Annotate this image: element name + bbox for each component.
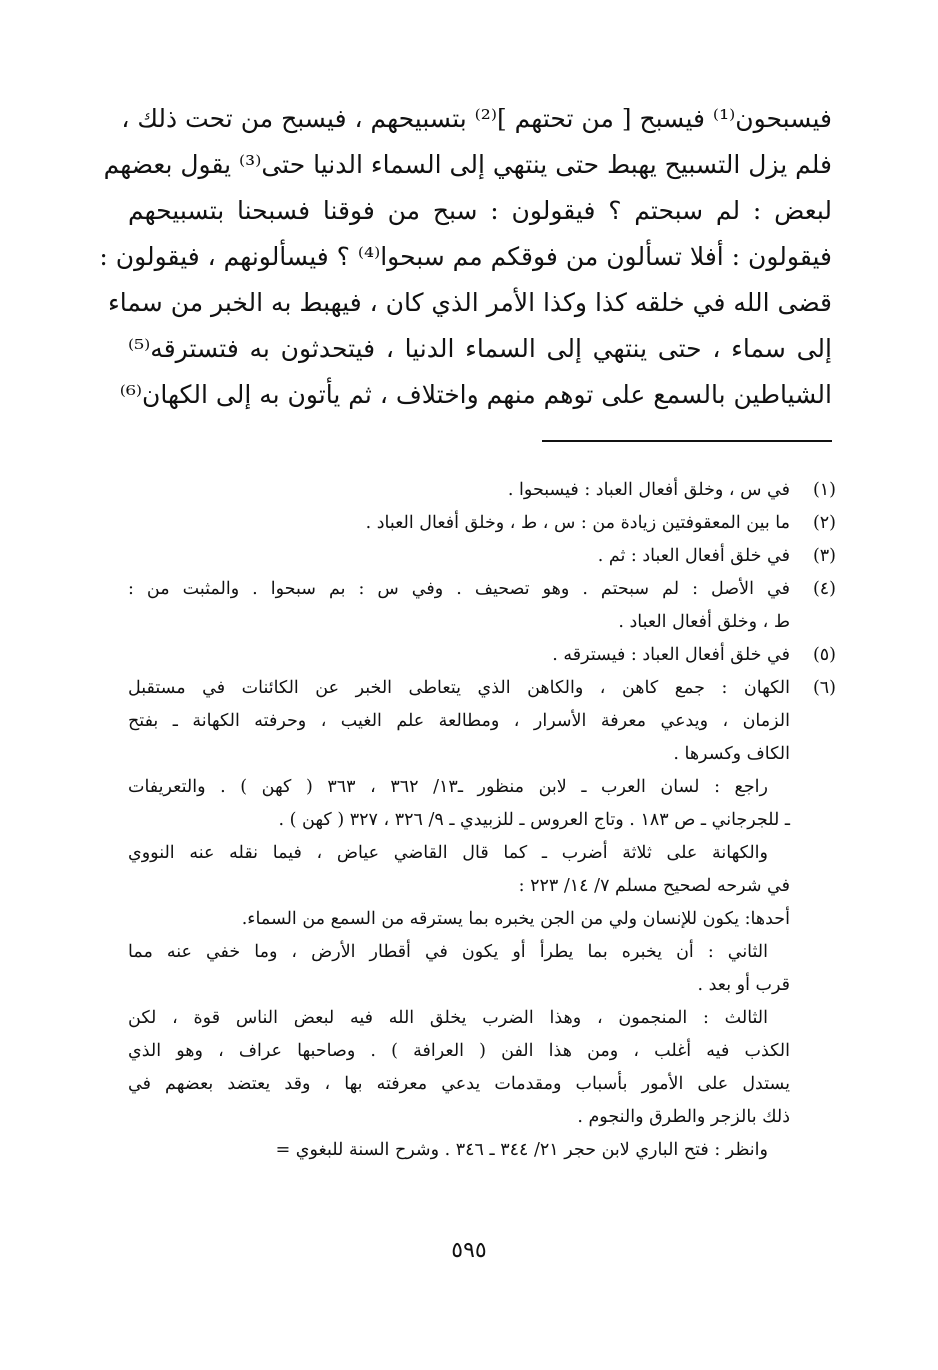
main-line: الشياطين بالسمع على توهم منهم واختلاف ، ثم يأتون به إلى الكهان⁽⁶⁾ — [119, 380, 832, 409]
footnote — [128, 507, 836, 540]
footnote-text: والكهانة على ثلاثة أضرب ـ كما قال القاضي عياض ، فيما نقله عنه النووي — [128, 843, 768, 863]
footnotes — [128, 474, 836, 1167]
footnote-text: في س ، وخلق أفعال العباد : فيسبحوا . — [507, 480, 790, 500]
footnote-continuation — [128, 903, 836, 936]
footnote-text: الكهان : جمع كاهن ، والكاهن الذي يتعاطى الخبر عن الكائنات في مستقبل — [128, 678, 790, 698]
footnote-text: ذلك بالزجر والطرق والنجوم . — [577, 1107, 790, 1127]
footnote — [128, 540, 836, 573]
footnote-continuation — [128, 1134, 836, 1167]
footnote-number: (٤) — [812, 579, 836, 599]
footnote — [128, 672, 836, 771]
main-line: لبعض : لم سبحتم ؟ فيقولون : سبح من فوقنا فسبحنا بتسبيحهم — [128, 196, 832, 225]
footnote-text: الكاف وكسرها . — [673, 744, 790, 764]
footnote-number: (٣) — [812, 546, 836, 566]
footnote-text: يستدل على الأمور بأسباب ومقدمات يدعي معرفته بها ، وقد يعتضد بعضهم في — [128, 1074, 790, 1094]
footnote-continuation — [128, 837, 836, 903]
main-line: فيقولون : أفلا تسألون من فوقكم مم سبحوا⁽⁴⁾ ؟ فيسألونهم ، فيقولون : — [99, 242, 832, 271]
page-number: ٥٩٥ — [451, 1238, 487, 1263]
footnote-text: في خلق أفعال العباد : ثم . — [597, 546, 790, 566]
footnote-text: ط ، وخلق أفعال العباد . — [618, 612, 790, 632]
footnote-text: في خلق أفعال العباد : فيسترقه . — [552, 645, 790, 665]
footnote-text: في الأصل : لم سبحتم . وهو تصحيف . وفي س : بم سبحوا . والمثبت من : — [128, 579, 790, 599]
footnote-separator — [542, 440, 832, 442]
footnote-text: في شرحه لصحيح مسلم ٧/ ١٤/ ٢٢٣ : — [518, 876, 790, 896]
footnote-text: الثالث : المنجمون ، وهذا الضرب يخلق الله فيه لبعض الناس قوة ، لكن — [128, 1008, 768, 1028]
footnote-text: قرب أو بعد . — [697, 975, 790, 995]
footnote-continuation — [128, 936, 836, 1002]
main-line: إلى سماء ، حتى ينتهي إلى السماء الدنيا ، فيتحدثون به فتسترقه⁽⁵⁾ — [128, 334, 832, 363]
footnote — [128, 474, 836, 507]
main-line: قضى الله في خلقه كذا وكذا الأمر الذي كان ، فيهبط به الخبر من سماء — [107, 288, 832, 317]
footnote-text: راجع : لسان العرب ـ لابن منظور ـ١٣/ ٣٦٢ ، ٣٦٣ ( كهن ) . والتعريفات — [128, 777, 768, 797]
footnote-text: الزمان ، ويدعي معرفة الأسرار ، ومطالعة علم الغيب ، وحرفته الكهانة ـ بفتح — [128, 711, 790, 731]
footnote-text: الثاني : أن يخبره بما يطرأ أو يكون في أقطار الأرض ، وما خفي عنه مما — [128, 942, 768, 962]
footnote-text: ـ للجرجاني ـ ص ١٨٣ . وتاج العروس ـ للزبيدي ـ ٩/ ٣٢٦ ، ٣٢٧ ( كهن ) . — [278, 810, 790, 830]
main-text — [99, 96, 832, 418]
footnote-text: الكذب فيه أغلب ، ومن هذا الفن ( العرافة ) . وصاحبها عراف ، وهو الذي — [128, 1041, 790, 1061]
footnote-number: (٢) — [812, 513, 836, 533]
footnote-text: ما بين المعقوفتين زيادة من : س ، ط ، وخلق أفعال العباد . — [365, 513, 790, 533]
main-line: فيسبحون⁽¹⁾ فيسبح [ من تحتهم ]⁽²⁾ بتسبيحهم ، فيسبح من تحت ذلك ، — [121, 104, 832, 133]
footnote-number: (٥) — [812, 645, 836, 665]
main-line: فلم يزل التسبيح يهبط حتى ينتهي إلى السماء الدنيا حتى⁽³⁾ يقول بعضهم — [103, 150, 832, 179]
footnote — [128, 639, 836, 672]
footnote-number: (١) — [812, 480, 836, 500]
footnote-number: (٦) — [812, 678, 836, 698]
footnote-text: أحدها: يكون للإنسان ولي من الجن يخبره بما يسترقه من السمع من السماء. — [241, 909, 790, 929]
footnote — [128, 573, 836, 639]
footnote-continuation — [128, 771, 836, 837]
footnote-text: وانظر : فتح الباري لابن حجر ٢١/ ٣٤٤ ـ ٣٤٦ . وشرح السنة للبغوي = — [275, 1140, 768, 1160]
footnote-continuation — [128, 1002, 836, 1134]
